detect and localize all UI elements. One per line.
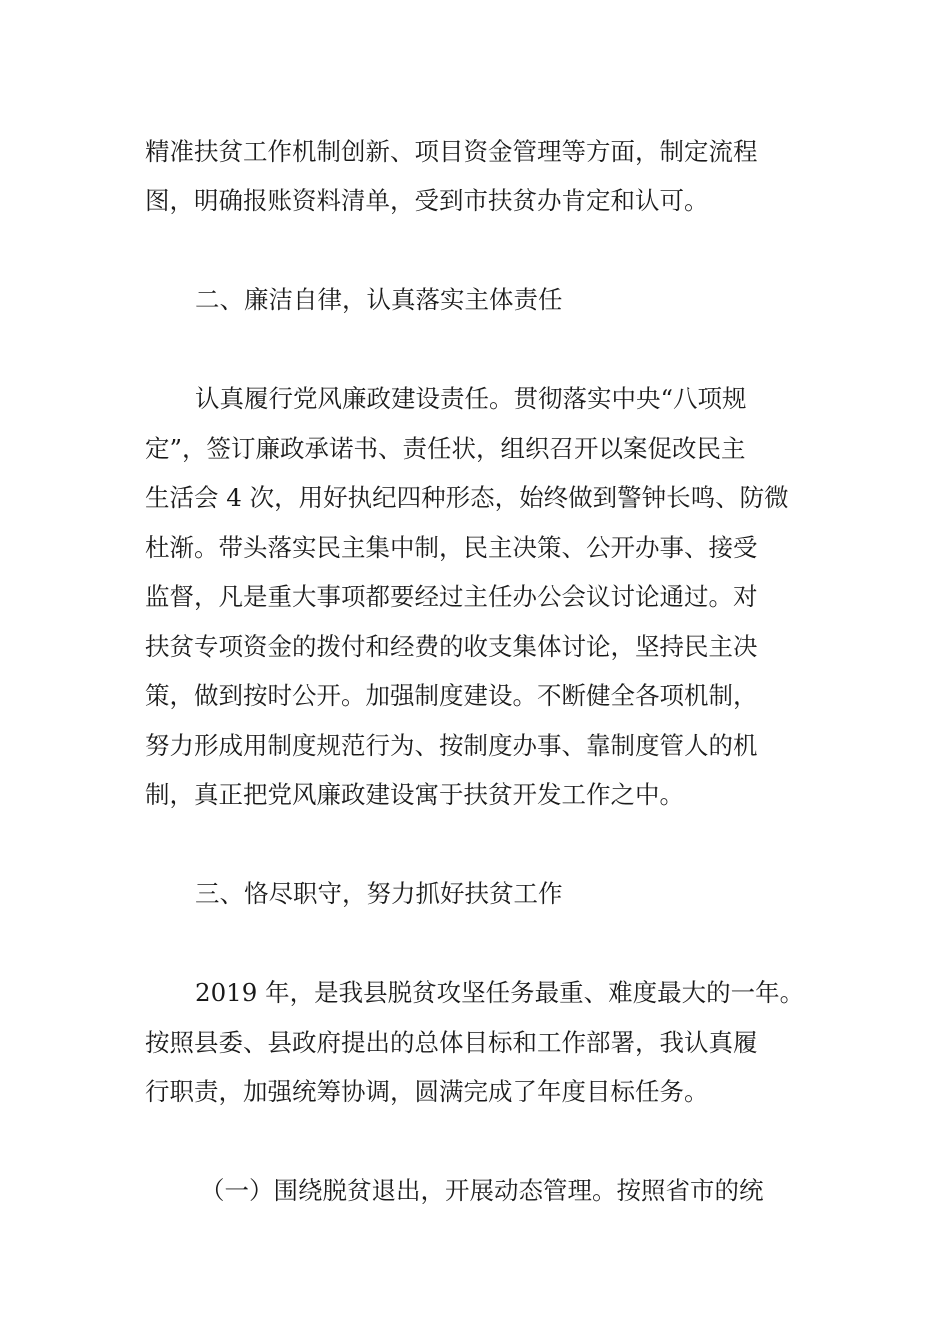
section-heading: 三、恪尽职守，努力抓好扶贫工作 bbox=[195, 879, 563, 908]
text-line: 按照县委、县政府提出的总体目标和工作部署，我认真履 bbox=[145, 1028, 758, 1057]
text-line: 定”，签订廉政承诺书、责任状，组织召开以案促改民主 bbox=[145, 434, 746, 463]
section-heading: 二、廉洁自律，认真落实主体责任 bbox=[195, 285, 563, 314]
text-line: 制，真正把党风廉政建设寓于扶贫开发工作之中。 bbox=[145, 780, 684, 809]
text-line: 认真履行党风廉政建设责任。贯彻落实中央“八项规 bbox=[195, 384, 747, 413]
text-line: 图，明确报账资料清单，受到市扶贫办肯定和认可。 bbox=[145, 186, 709, 215]
text-line: 策，做到按时公开。加强制度建设。不断健全各项机制， bbox=[145, 681, 758, 710]
subsection-line: （一）围绕脱贫退出，开展动态管理。按照省市的统 bbox=[200, 1176, 764, 1205]
text-line: 扶贫专项资金的拨付和经费的收支集体讨论，坚持民主决 bbox=[145, 632, 758, 661]
text-line: 2019 年，是我县脱贫攻坚任务最重、难度最大的一年。 bbox=[195, 978, 805, 1007]
text-line: 监督，凡是重大事项都要经过主任办公会议讨论通过。对 bbox=[145, 582, 758, 611]
text-line: 精准扶贫工作机制创新、项目资金管理等方面，制定流程 bbox=[145, 137, 758, 166]
text-line: 行职责，加强统筹协调，圆满完成了年度目标任务。 bbox=[145, 1077, 709, 1106]
text-line: 努力形成用制度规范行为、按制度办事、靠制度管人的机 bbox=[145, 731, 758, 760]
text-line: 杜渐。带头落实民主集中制，民主决策、公开办事、接受 bbox=[145, 533, 758, 562]
text-line: 生活会 4 次，用好执纪四种形态，始终做到警钟长鸣、防微 bbox=[145, 483, 789, 512]
